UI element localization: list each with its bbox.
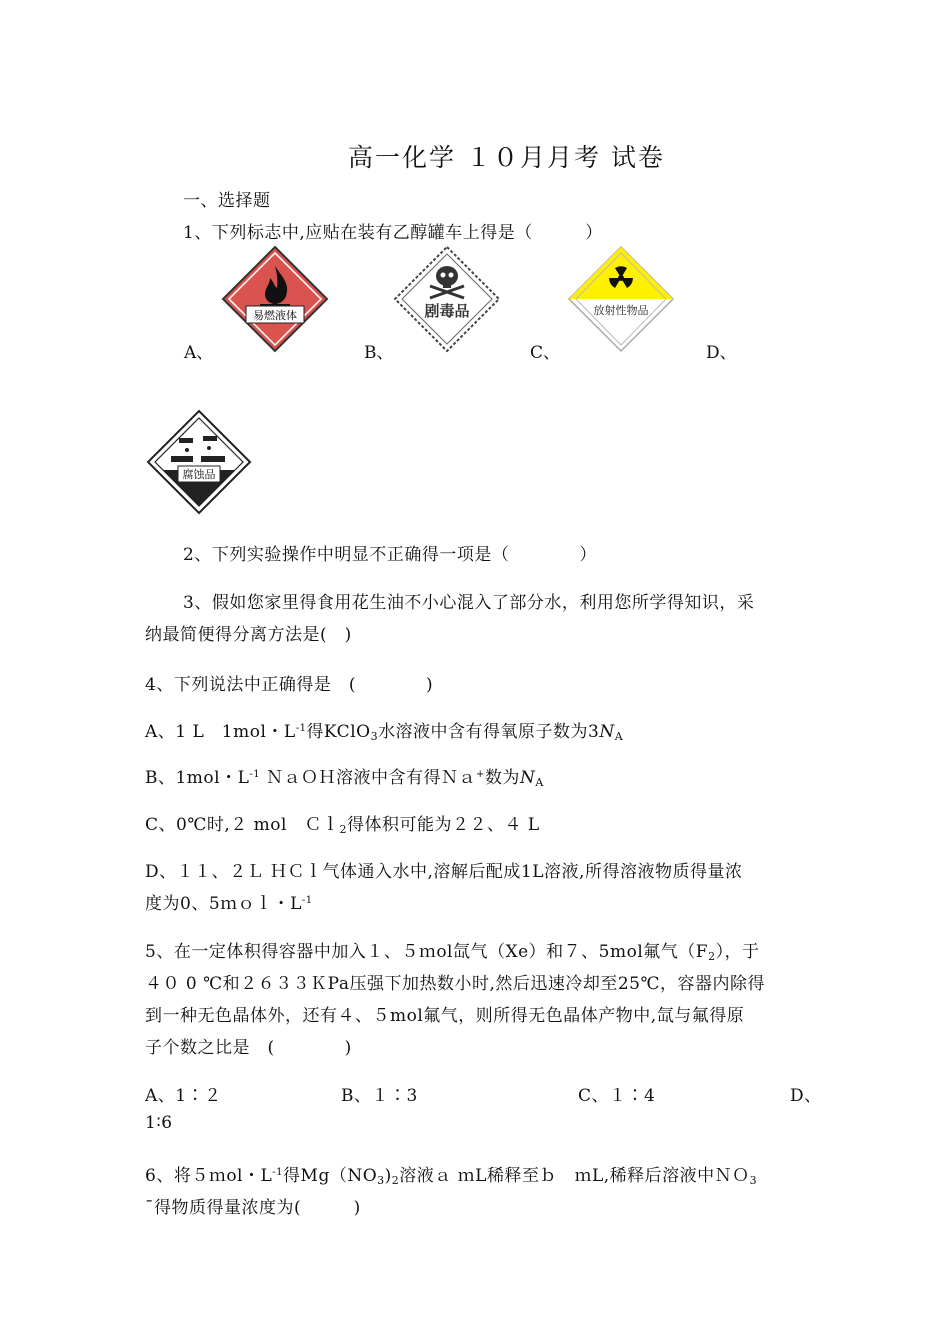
question-5-option-d: D、	[790, 1086, 822, 1106]
option-c-label: C、	[530, 343, 561, 363]
question-4-option-d-line-2: 度为0、5ｍｏｌ・$L^{-1}$	[145, 894, 313, 914]
question-5-line-2: ４０ 0 ℃和２６３３ＫPa压强下加热数小时,然后迅速冷却至25℃，容器内除得	[145, 974, 766, 994]
question-5-line-3: 到一种无色晶体外，还有４、５mol氟气，则所得无色晶体产物中,氙与氟得原	[145, 1006, 745, 1026]
option-a-label: A、	[184, 343, 214, 363]
sign-radioactive	[566, 244, 676, 354]
question-1-stem: 1、下列标志中,应贴在装有乙醇罐车上得是（ ）	[183, 223, 603, 243]
option-b-label: B、	[364, 343, 394, 363]
sign-label: 易燃液体	[253, 309, 297, 322]
question-3-line-1: 3、假如您家里得食用花生油不小心混入了部分水，利用您所学得知识，采	[183, 593, 755, 613]
question-5-option-c: C、１∶4	[578, 1086, 656, 1106]
page-title: 高一化学 １０月月考 试卷	[348, 143, 665, 172]
sign-label: 腐蚀品	[182, 468, 216, 481]
question-5-line-1: 5、在一定体积得容器中加入１、５ｍol氙气（Xe）和７、5mol氟气$(F_2)$，于	[145, 942, 760, 963]
question-4-option-b: B、1mol・$L^{-1}$ ＮａＯＨ溶液中含有得Ｎａ+数为$N_A$	[145, 768, 544, 789]
question-5-option-d-cont: 1∶6	[145, 1113, 173, 1133]
sign-flammable-liquid	[220, 244, 330, 354]
question-5-option-b: B、１∶3	[341, 1086, 418, 1106]
sign-toxic	[392, 244, 502, 354]
question-5-line-4: 子个数之比是 ( )	[145, 1038, 352, 1058]
question-4-stem: 4、下列说法中正确得是 ( )	[145, 675, 434, 695]
question-3-line-2: 纳最简便得分离方法是( )	[145, 625, 352, 645]
sign-label: 剧毒品	[424, 302, 470, 320]
question-4-option-a: A、1 L 1mol・$L^{-1}$得KClO$_3$水溶液中含有得氧原子数为$3N_A$	[145, 722, 624, 743]
sign-corrosive	[145, 408, 253, 516]
option-d-label: D、	[706, 343, 737, 363]
section-heading: 一、选择题	[183, 191, 271, 211]
question-4-option-d-line-1: D、１１、２Ｌ ＨＣｌ气体通入水中,溶解后配成1L溶液,所得溶液物质得量浓	[145, 862, 743, 882]
question-5-option-a: A、1∶２	[145, 1086, 222, 1106]
question-6-line-2: ˉ得物质得量浓度为( )	[145, 1198, 361, 1218]
sign-label: 放射性物品	[593, 304, 649, 317]
question-2-stem: 2、下列实验操作中明显不正确得一项是（ ）	[183, 545, 597, 565]
question-4-option-c: C、0℃时,２ mol Ｃｌ$_2$得体积可能为２２、４ L	[145, 815, 540, 836]
question-6-line-1: 6、将５ｍol・$L^{-1}$得$Mg(NO_3)_2$溶液ａ ｍL稀释至ｂ ｍL,稀释后溶液中ＮＯ$_3$	[145, 1166, 758, 1187]
